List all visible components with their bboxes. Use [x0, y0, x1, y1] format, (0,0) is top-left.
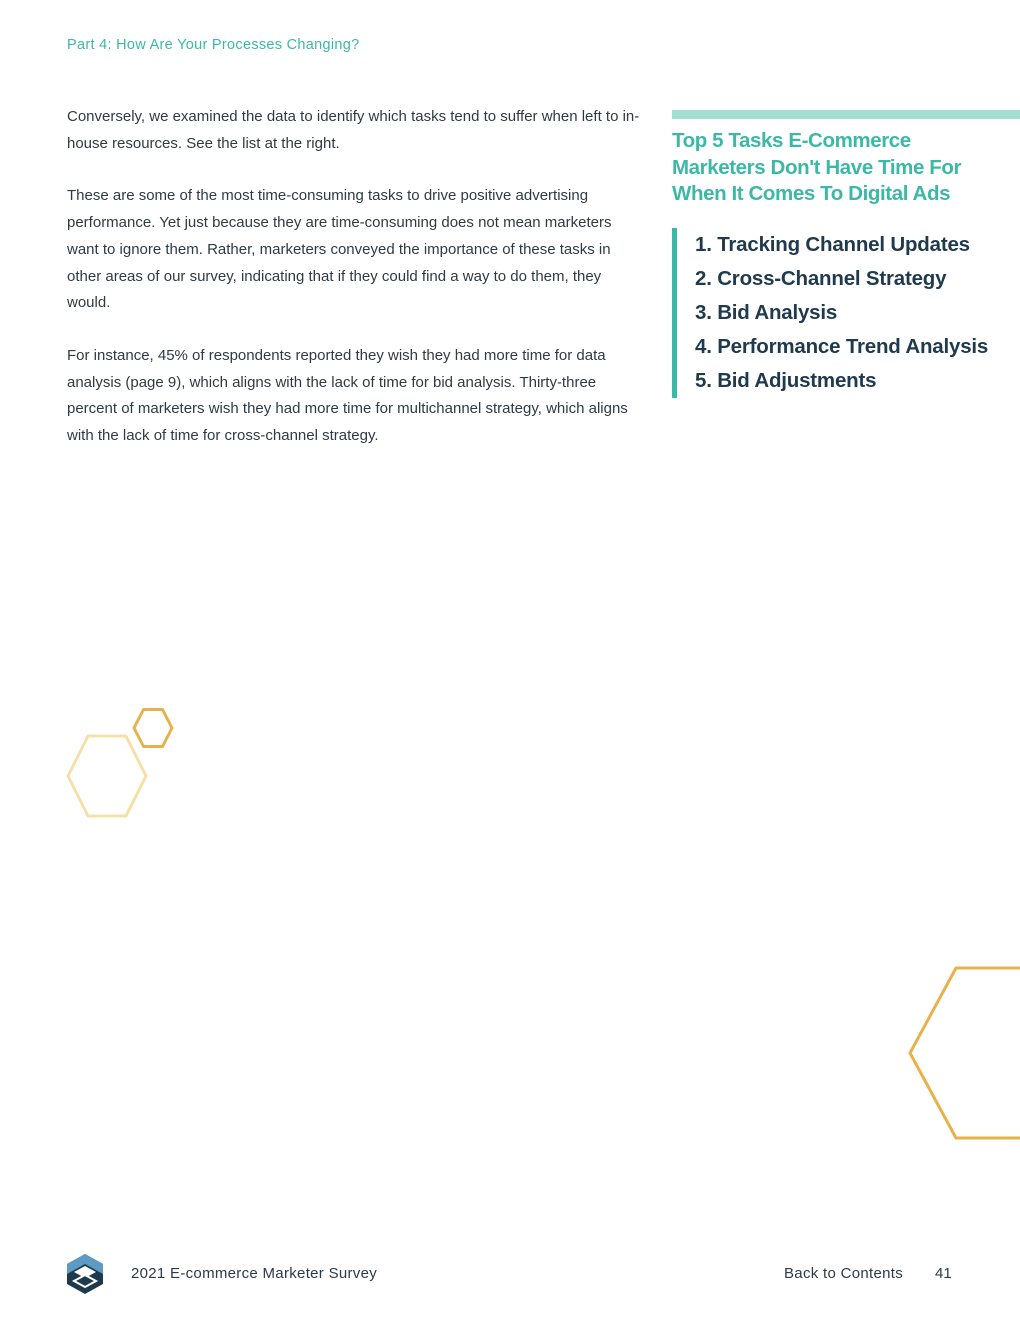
paragraph-3: For instance, 45% of respondents reported they wish they had more time for data analysis (page 9), which aligns with the lack of time for bid analysis. Thirty-three percent of marketers wish they had more time for multichannel strategy, which aligns with the lack of time for cross-channel strategy.	[67, 346, 628, 445]
list-item: 2. Cross-Channel Strategy	[695, 267, 947, 290]
sidebar-title: Top 5 Tasks E-Commerce Marketers Don't Have Time For When It Comes To Digital Ads	[672, 129, 962, 205]
back-to-contents-link[interactable]: Back to Contents	[784, 1265, 904, 1282]
section-header: Part 4: How Are Your Processes Changing?	[67, 37, 360, 53]
body-text	[67, 104, 647, 476]
paragraph-1: Conversely, we examined the data to identify which tasks tend to suffer when left to in-house resources. See the list at the right.	[67, 108, 640, 152]
logo-icon	[64, 1253, 106, 1295]
list-item: 5. Bid Adjustments	[695, 369, 877, 392]
list-item: 3. Bid Analysis	[695, 301, 838, 324]
paragraph-2: These are some of the most time-consuming tasks to drive positive advertising performance. Yet just because they are time-consuming does not mean marketers want to ignore them. Rather, marketers conveyed the importance of these tasks in other areas of our survey, indicating that if they could find a way to do them, they would.	[67, 187, 612, 312]
medium-hexagon-icon	[62, 730, 152, 822]
sidebar-accent-bar	[672, 110, 1020, 119]
page-number: 41	[935, 1265, 952, 1282]
large-hexagon-icon	[904, 960, 1020, 1146]
footer-survey-title: 2021 E-commerce Marketer Survey	[131, 1265, 378, 1282]
task-list	[672, 228, 1020, 398]
list-item: 1. Tracking Channel Updates	[695, 233, 970, 256]
list-item: 4. Performance Trend Analysis	[695, 335, 989, 358]
